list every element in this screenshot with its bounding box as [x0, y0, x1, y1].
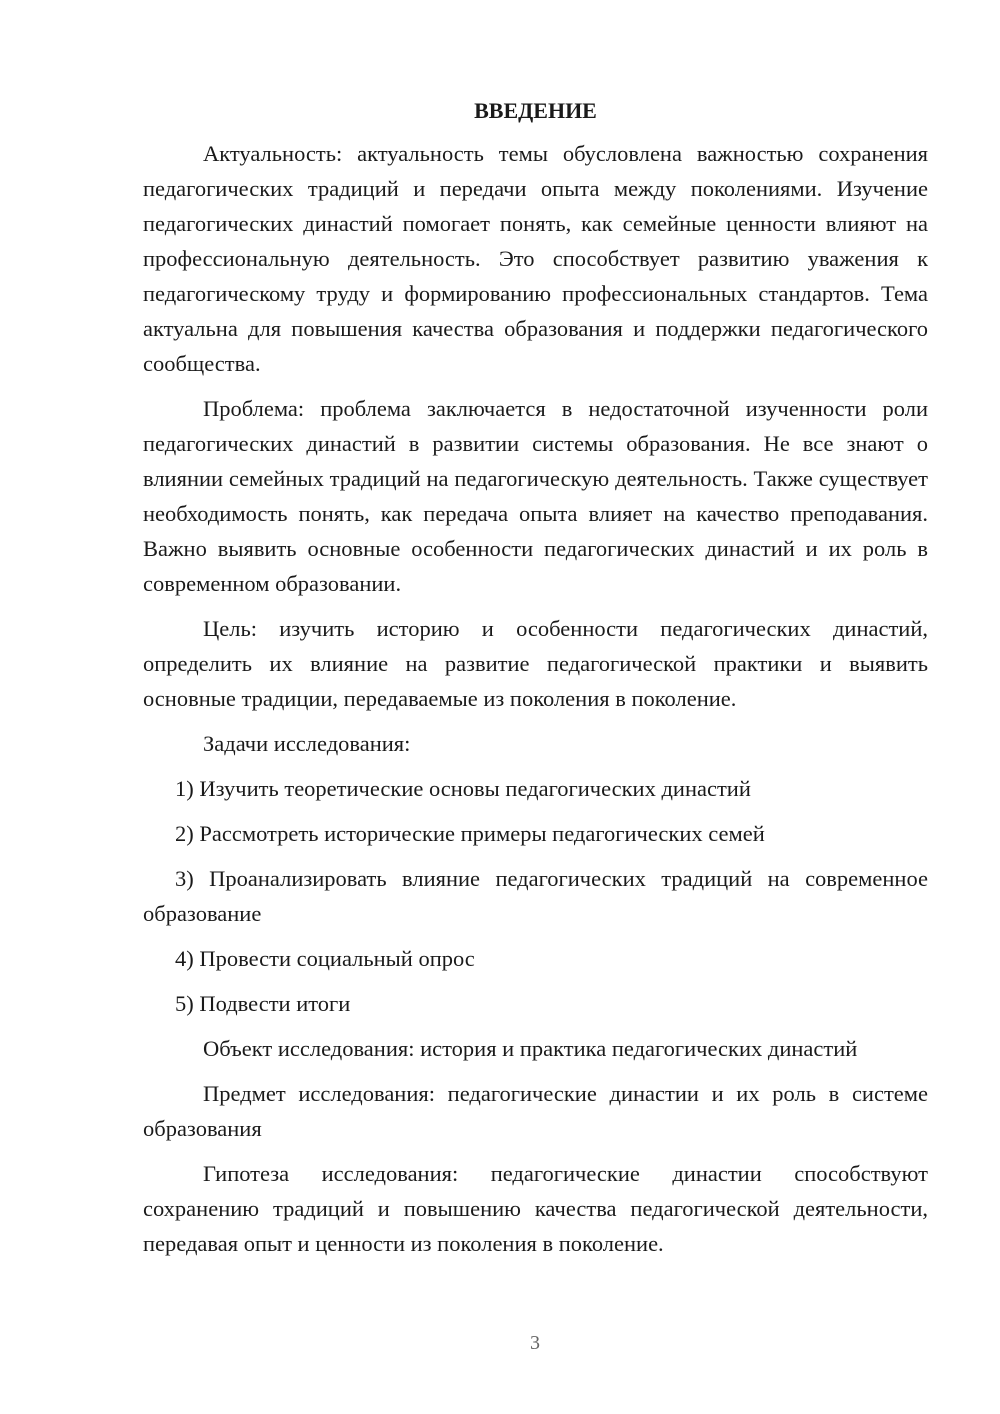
page-content: [143, 95, 928, 1271]
goal-paragraph: Цель: изучить историю и особенности педагогических династий, определить их влияние на развитие педагогической практики и выявить основные традиции, передаваемые из поколения в поколение.: [143, 616, 928, 711]
hypothesis-paragraph: Гипотеза исследования: педагогические династии способствуют сохранению традиций и повышению качества педагогической деятельности, передавая опыт и ценности из поколения в поколение.: [143, 1161, 928, 1256]
page-number: 3: [530, 1332, 540, 1354]
task-item: 4) Провести социальный опрос: [175, 946, 475, 971]
relevance-paragraph: Актуальность: актуальность темы обусловлена важностью сохранения педагогических традиций и передачи опыта между поколениями. Изучение педагогических династий помогает понять, как семейные ценности влияют на профессиональную деятельность. Это способствует развитию уважения к педагогическому труду и формированию профессиональных стандартов. Тема актуальна для повышения качества образования и поддержки педагогического сообщества.: [143, 141, 928, 376]
subject-paragraph: Предмет исследования: педагогические династии и их роль в системе образования: [143, 1081, 928, 1141]
task-item: 3) Проанализировать влияние педагогических традиций на современное образование: [143, 866, 928, 926]
task-item: 5) Подвести итоги: [175, 991, 351, 1016]
section-heading: ВВЕДЕНИЕ: [474, 98, 597, 123]
object-paragraph: Объект исследования: история и практика педагогических династий: [203, 1036, 858, 1061]
task-item: 2) Рассмотреть исторические примеры педагогических семей: [175, 821, 765, 846]
problem-paragraph: Проблема: проблема заключается в недостаточной изученности роли педагогических династий в развитии системы образования. Не все знают о влиянии семейных традиций на педагогическую деятельность. Также существует необходимость понять, как передача опыта влияет на качество преподавания. Важно выявить основные особенности педагогических династий и их роль в современном образовании.: [143, 396, 928, 596]
tasks-title: Задачи исследования:: [203, 731, 411, 756]
task-item: 1) Изучить теоретические основы педагогических династий: [175, 776, 751, 801]
